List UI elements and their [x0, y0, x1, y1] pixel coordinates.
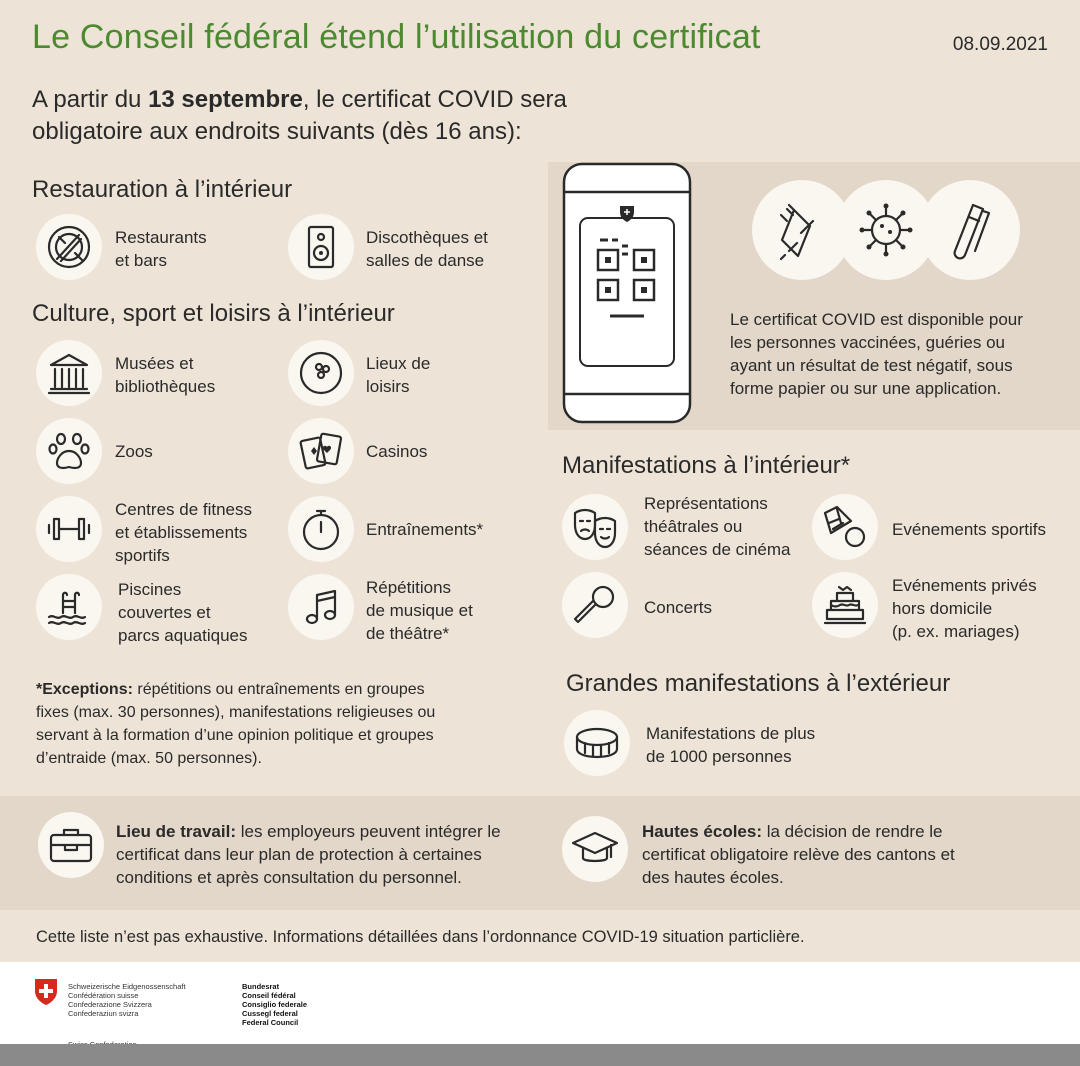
microphone-icon — [571, 581, 619, 629]
federal-council-names: Bundesrat Conseil fédéral Consiglio federale Cussegl federal Federal Council — [242, 982, 308, 1027]
music-note-icon — [297, 583, 345, 631]
manifestations-heading: Manifestations à l’intérieur* — [562, 452, 851, 479]
workplace-text: Lieu de travail: les employeurs peuvent intégrer le certificat dans leur plan de protection à certaines conditions et après consultation du personnel. — [116, 822, 501, 887]
wedding-cake-icon — [821, 581, 869, 629]
museum-icon — [45, 349, 93, 397]
sports-circle — [812, 494, 878, 560]
fitness-circle — [36, 496, 102, 562]
stadium-circle — [564, 710, 630, 776]
phone-certificate-icon — [562, 162, 692, 424]
publication-date: 08.09.2021 — [952, 34, 1048, 55]
syringe-icon — [767, 195, 837, 265]
training-circle — [288, 496, 354, 562]
disclaimer-text: Cette liste n’est pas exhaustive. Informations détaillées dans l’ordonnance COVID-19 situation particlière. — [36, 928, 805, 946]
page-title: Le Conseil fédéral étend l’utilisation du certificat — [32, 18, 761, 56]
private-events-label: Evénements privés hors domicile (p. ex. mariages) — [892, 576, 1037, 641]
sports-events-label: Evénements sportifs — [892, 520, 1047, 539]
exceptions-note: *Exceptions: répétitions ou entraînements en groupes fixes (max. 30 personnes), manifestations religieuses ou servant à la formation d’une opinion politique et groupes d’entraide (max. 50 personnes). — [36, 681, 436, 767]
concerts-label: Concerts — [644, 598, 713, 617]
test-tube-icon — [935, 195, 1005, 265]
music-circle — [288, 574, 354, 640]
concert-circle — [562, 572, 628, 638]
intro-text: A partir du 13 septembre, le certificat COVID sera obligatoire aux endroits suivants (dès 16 ans): — [32, 86, 567, 145]
briefcase-circle — [38, 812, 104, 878]
restaurant-circle — [36, 214, 102, 280]
universities-text: Hautes écoles: la décision de rendre le certificat obligatoire relève des cantons et des hautes écoles. — [642, 822, 955, 887]
graduation-circle — [562, 816, 628, 882]
speaker-circle — [288, 214, 354, 280]
restaurants-label: Restaurants et bars — [115, 228, 207, 270]
casinos-label: Casinos — [366, 442, 428, 461]
wedding-circle — [812, 572, 878, 638]
speaker-icon — [297, 223, 345, 271]
restauration-heading: Restauration à l’intérieur — [32, 176, 293, 203]
theatre-masks-icon — [571, 503, 619, 551]
plate-cutlery-icon — [45, 223, 93, 271]
virus-icon — [851, 195, 921, 265]
discotheques-label: Discothèques et salles de danse — [366, 228, 488, 270]
stadium-icon — [573, 719, 621, 767]
theatre-circle — [562, 494, 628, 560]
test-tube-circle — [920, 180, 1020, 280]
zoos-label: Zoos — [115, 442, 153, 461]
bowling-circle — [288, 340, 354, 406]
fitness-label: Centres de fitness et établissements sportifs — [115, 500, 253, 565]
leisure-label: Lieux de loisirs — [366, 354, 431, 396]
swiss-shield-icon — [34, 978, 58, 1006]
pools-label: Piscines couvertes et parcs aquatiques — [118, 580, 248, 645]
training-label: Entraînements* — [366, 520, 484, 539]
playing-cards-icon — [297, 427, 345, 475]
pool-circle — [36, 574, 102, 640]
grandes-heading: Grandes manifestations à l’extérieur — [566, 670, 951, 697]
large-events-label: Manifestations de plus de 1000 personnes — [646, 724, 816, 766]
museums-label: Musées et bibliothèques — [115, 354, 216, 396]
casino-circle — [288, 418, 354, 484]
rehearsals-label: Répétitions de musique et de théâtre* — [366, 578, 473, 643]
bowling-ball-icon — [297, 349, 345, 397]
culture-heading: Culture, sport et loisirs à l’intérieur — [32, 300, 395, 327]
shuttlecock-icon — [821, 503, 869, 551]
briefcase-icon — [47, 821, 95, 869]
stopwatch-icon — [297, 505, 345, 553]
confederation-names: Schweizerische Eidgenossenschaft Confédération suisse Confederazione Svizzera Confederaziun svizra — [68, 982, 186, 1018]
graduation-cap-icon — [571, 825, 619, 873]
dumbbell-icon — [45, 505, 93, 553]
certificate-availability-text: Le certificat COVID est disponible pour les personnes vaccinées, guéries ou ayant un résultat de test négatif, sous forme papier ou sur une application. — [730, 310, 1023, 398]
bottom-bar — [0, 1044, 1080, 1066]
museum-circle — [36, 340, 102, 406]
zoo-circle — [36, 418, 102, 484]
paw-icon — [45, 427, 93, 475]
swimming-pool-icon — [45, 583, 93, 631]
theatre-label: Représentations théâtrales ou séances de cinéma — [644, 494, 791, 559]
